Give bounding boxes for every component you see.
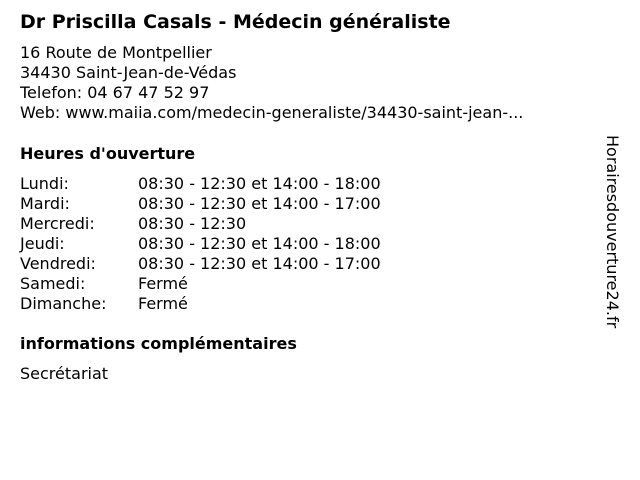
hours-time: 08:30 - 12:30 et 14:00 - 17:00: [138, 194, 381, 213]
hours-time: 08:30 - 12:30 et 14:00 - 18:00: [138, 234, 381, 253]
page-title: Dr Priscilla Casals - Médecin généraliste: [20, 11, 451, 33]
site-watermark: Horairesdouverture24.fr: [603, 135, 622, 329]
hours-time: Fermé: [138, 294, 188, 313]
hours-time: 08:30 - 12:30: [138, 214, 247, 233]
address-street: 16 Route de Montpellier: [20, 43, 212, 62]
hours-day: Mercredi:: [20, 214, 95, 233]
phone-number: Telefon: 04 67 47 52 97: [20, 83, 210, 102]
hours-day: Vendredi:: [20, 254, 96, 273]
opening-hours-heading: Heures d'ouverture: [20, 144, 196, 163]
hours-time: 08:30 - 12:30 et 14:00 - 18:00: [138, 174, 381, 193]
hours-day: Dimanche:: [20, 294, 107, 313]
additional-info-heading: informations complémentaires: [20, 334, 297, 353]
hours-time: Fermé: [138, 274, 188, 293]
hours-time: 08:30 - 12:30 et 14:00 - 17:00: [138, 254, 381, 273]
additional-info-text: Secrétariat: [20, 364, 109, 383]
address-city: 34430 Saint-Jean-de-Védas: [20, 63, 237, 82]
hours-day: Mardi:: [20, 194, 70, 213]
website-link[interactable]: Web: www.maiia.com/medecin-generaliste/34430-saint-jean-...: [20, 103, 524, 122]
hours-day: Lundi:: [20, 174, 69, 193]
hours-day: Jeudi:: [20, 234, 65, 253]
contact-block: [20, 43, 523, 123]
hours-day: Samedi:: [20, 274, 86, 293]
